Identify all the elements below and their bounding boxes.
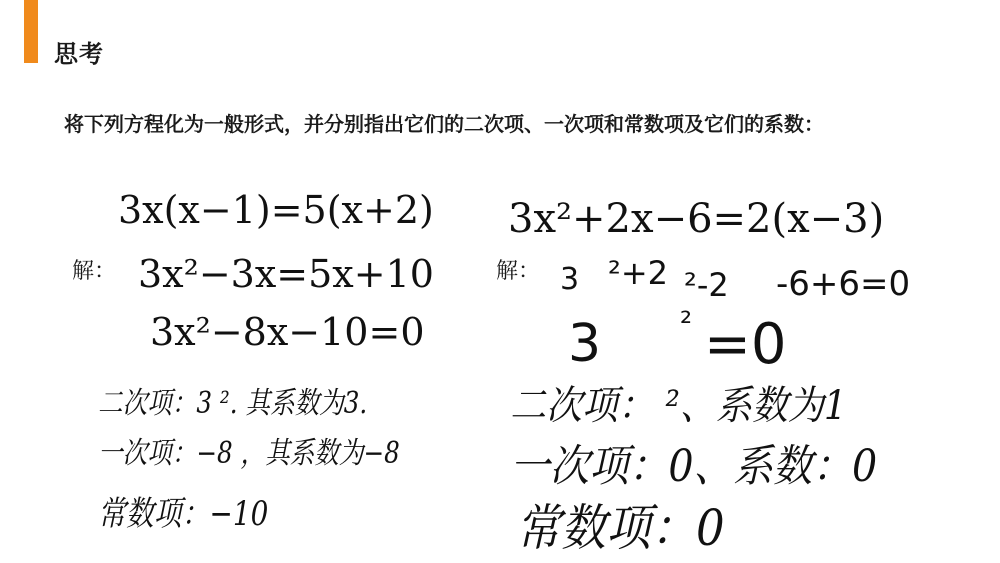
problem-prompt: 将下列方程化为一般形式，并分别指出它们的二次项、一次项和常数项及它们的系数：: [64, 112, 824, 136]
right-step1-part-a: 3: [560, 262, 580, 297]
right-constant-term: 常数项：0: [516, 499, 725, 557]
accent-bar: [24, 0, 38, 63]
right-step1-part-d: -6+6=0: [776, 264, 911, 304]
left-solution-label: 解：: [72, 259, 117, 284]
page-title: 思考: [54, 40, 104, 68]
left-step2: 3x²−8x−10=0: [150, 310, 425, 354]
left-equation: 3x(x−1)=5(x+2): [118, 188, 434, 232]
left-linear-term: 一次项：−8 ，其系数为−8: [98, 436, 400, 471]
right-linear-term: 一次项：0、系数：0: [510, 441, 878, 492]
right-solution-label: 解：: [496, 259, 541, 284]
right-step2-part-a: 3: [568, 314, 602, 374]
right-equation: 3x²+2x−6=2(x−3): [508, 196, 885, 242]
right-step2-part-b: ²: [680, 306, 693, 341]
right-step2-part-c: =0: [704, 312, 787, 377]
right-step1-part-c: ²-2: [684, 266, 729, 304]
left-step1: 3x²−3x=5x+10: [138, 252, 434, 296]
right-quadratic-term: 二次项： ²、系数为1: [510, 383, 847, 429]
left-quadratic-term: 二次项：3 ². 其系数为3.: [98, 386, 368, 421]
left-constant-term: 常数项：−10: [98, 494, 269, 534]
right-step1-part-b: ²+2: [608, 254, 668, 292]
